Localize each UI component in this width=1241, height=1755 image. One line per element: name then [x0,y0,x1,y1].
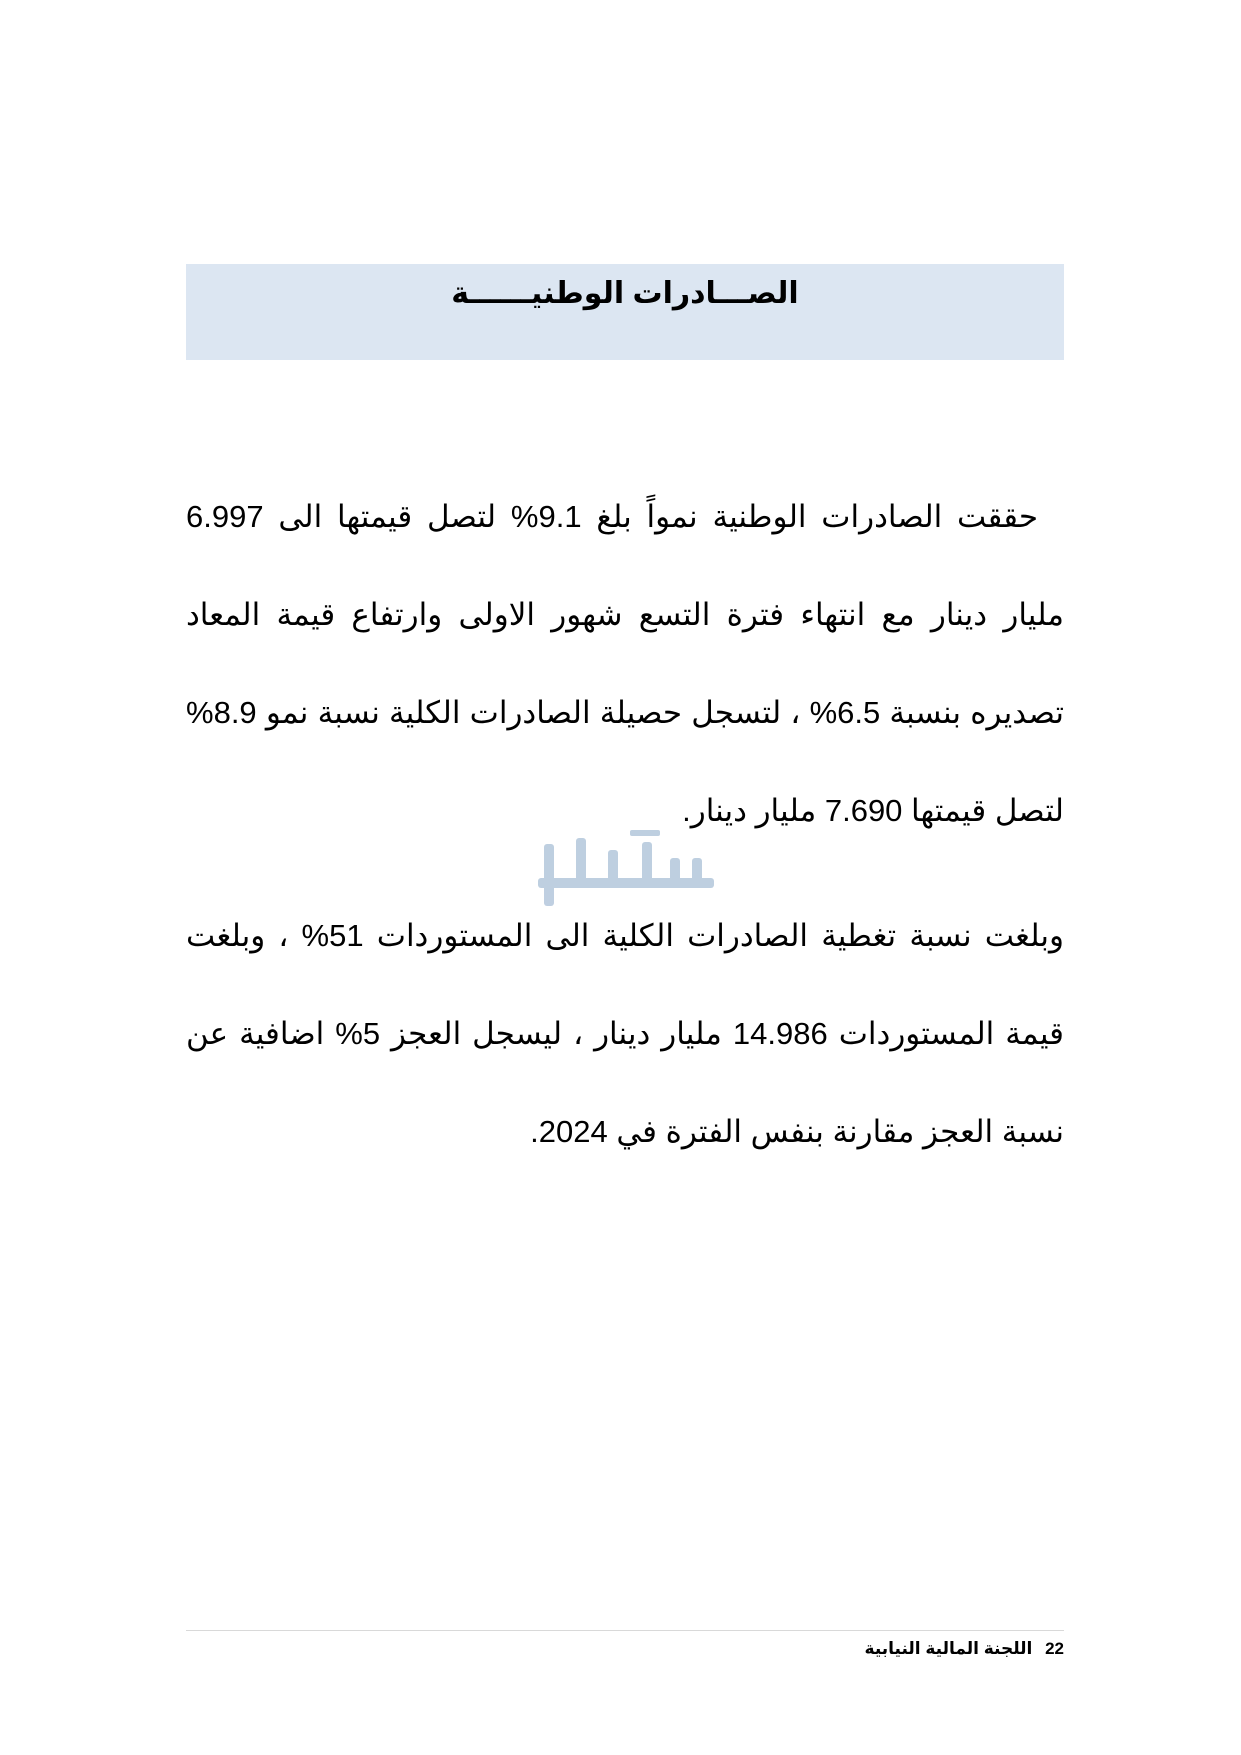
footer-label: اللجنة المالية النيابية [864,1639,1033,1658]
page-number: 22 [1045,1639,1064,1658]
page-footer [865,1636,1064,1662]
footer-divider [186,1630,1064,1631]
paragraph-exports-growth: حققت الصادرات الوطنية نمواً بلغ 9.1% لتصل قيمتها الى 6.997 مليار دينار مع انتهاء فترة التسع شهور الاولى وارتفاع قيمة المعاد تصديره بنسبة 6.5% ، لتسجل حصيلة الصادرات الكلية نسبة نمو 8.9% لتصل قيمتها 7.690 مليار دينار. [186,499,1064,828]
paragraph-trade-coverage: وبلغت نسبة تغطية الصادرات الكلية الى المستوردات 51% ، وبلغت قيمة المستوردات 14.986 مليار دينار ، ليسجل العجز 5% اضافية عن نسبة العجز مقارنة بنفس الفترة في 2024. [186,918,1064,1149]
section-title: الصـــادرات الوطنيــــــة [451,277,799,310]
section-title-box [186,264,1064,360]
